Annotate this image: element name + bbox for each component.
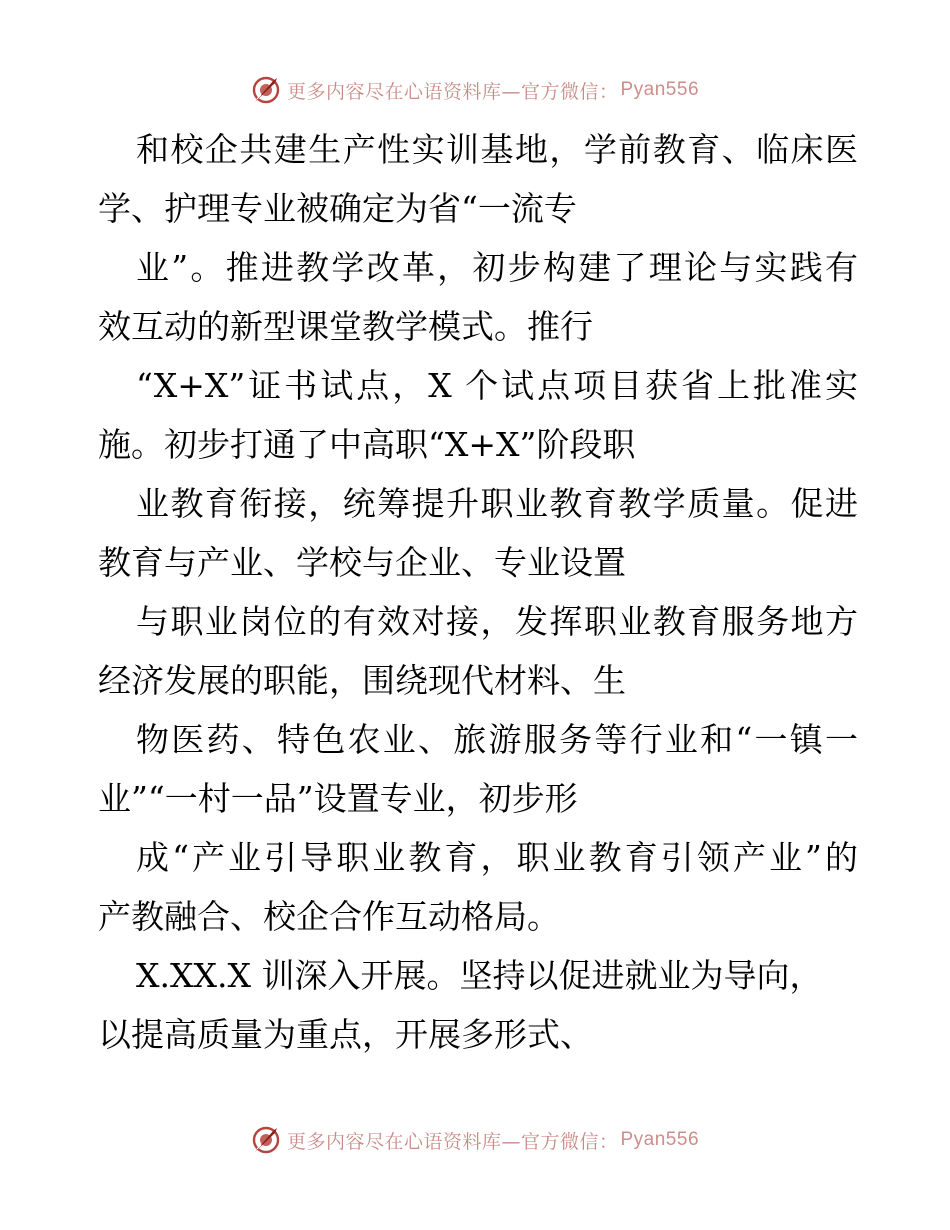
text-line: 施。初步打通了中高职“X+X”阶段职 — [98, 425, 636, 464]
text-line: 效互动的新型课堂教学模式。推行 — [98, 307, 593, 346]
watermark-text: 更多内容尽在心语资料库—官方微信： — [286, 80, 619, 103]
document-body — [98, 120, 858, 1064]
header-watermark — [0, 72, 950, 108]
text-line: 物医药、特色农业、旅游服务等行业和“一镇一 — [136, 720, 858, 759]
text-line: 以提高质量为重点，开展多形式、 — [98, 1015, 593, 1054]
text-line: 业”“一村一品”设置专业，初步形 — [98, 779, 578, 818]
text-line: X.XX.X 训深入开展。坚持以促进就业为导向， — [136, 956, 823, 995]
text-line: 和校企共建生产性实训基地，学前教育、临床医 — [136, 130, 858, 169]
quill-logo-icon — [251, 75, 281, 105]
text-line: 业”。推进教学改革，初步构建了理论与实践有 — [136, 248, 858, 287]
text-line: 成“产业引导职业教育，职业教育引领产业”的 — [136, 838, 858, 877]
watermark-wechat-id: Pyan556 — [620, 79, 700, 100]
text-line: “X+X”证书试点，X 个试点项目获省上批准实 — [136, 366, 858, 405]
watermark-wechat-id: Pyan556 — [620, 1129, 700, 1150]
text-line: 经济发展的职能，围绕现代材料、生 — [98, 661, 626, 700]
quill-logo-icon — [251, 1125, 281, 1155]
text-line: 业教育衔接，统筹提升职业教育教学质量。促进 — [136, 484, 858, 523]
footer-watermark — [0, 1122, 950, 1158]
text-line: 学、护理专业被确定为省“一流专 — [98, 189, 577, 228]
text-line: 产教融合、校企合作互动格局。 — [98, 897, 560, 936]
watermark-text: 更多内容尽在心语资料库—官方微信： — [286, 1130, 619, 1153]
text-line: 与职业岗位的有效对接，发挥职业教育服务地方 — [136, 602, 858, 641]
text-line: 教育与产业、学校与企业、专业设置 — [98, 543, 626, 582]
